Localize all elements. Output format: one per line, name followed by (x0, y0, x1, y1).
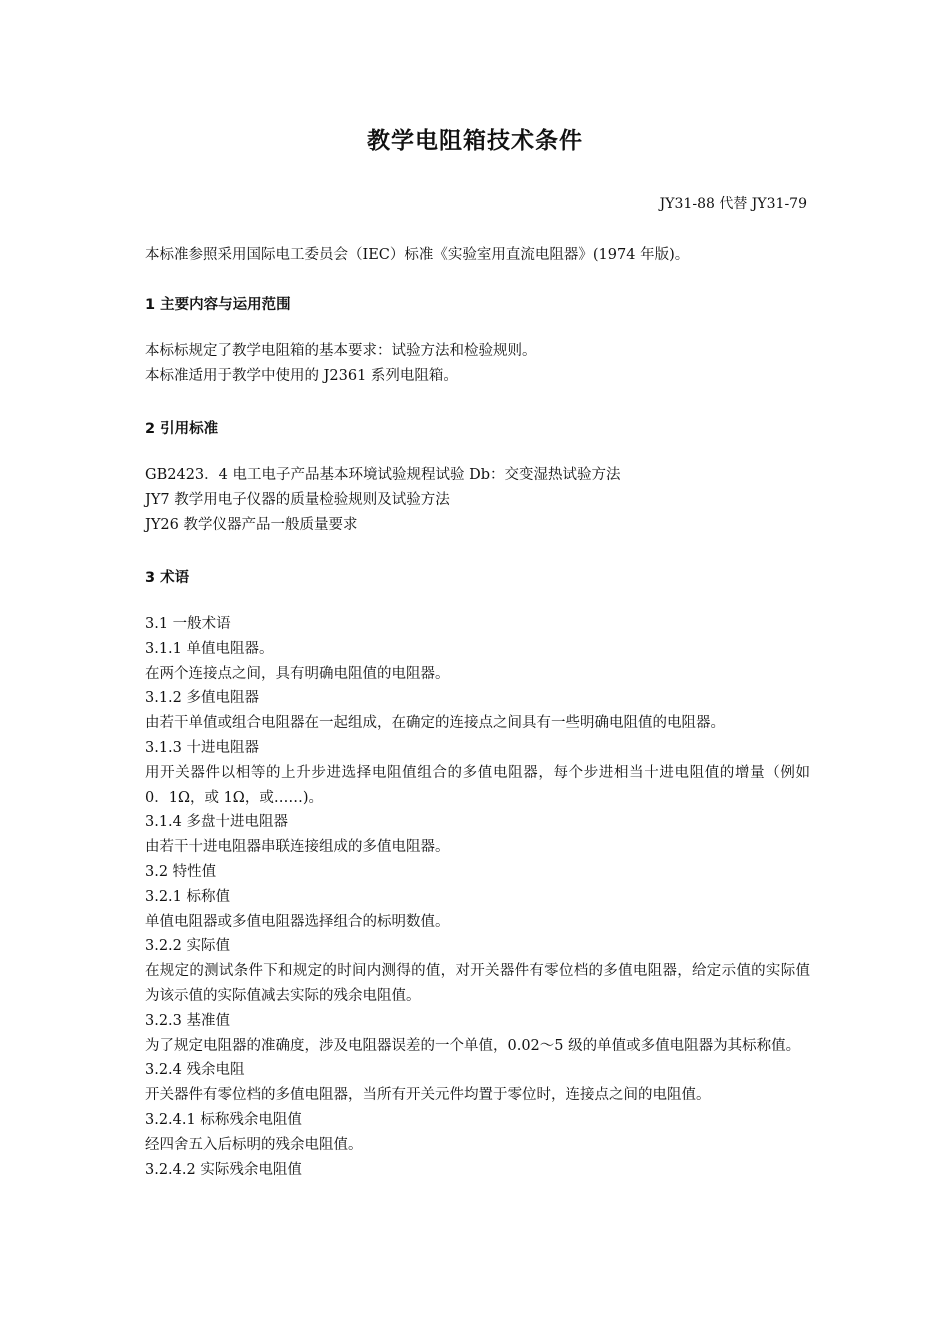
section-2-heading: 2 引用标准 (145, 421, 219, 437)
term-heading: 3.2.4.1 标称残余电阻值 (145, 1111, 302, 1128)
section-2-body (145, 463, 810, 537)
reference-line: GB2423．4 电工电子产品基本环境试验规程试验 Db：交变湿热试验方法 (145, 467, 621, 483)
term-heading: 3.1.2 多值电阻器 (145, 690, 260, 707)
term-heading: 3.2.2 实际值 (145, 938, 231, 955)
term-definition: 由若干十进电阻器串联连接组成的多值电阻器。 (145, 839, 450, 856)
section-1-body (145, 339, 810, 389)
term-heading: 3.1.1 单值电阻器。 (145, 640, 274, 657)
document-title: 教学电阻箱技术条件 (367, 128, 583, 154)
standard-code: JY31-88 代替 JY31-79 (659, 196, 807, 212)
reference-line: JY26 教学仪器产品一般质量要求 (145, 516, 358, 533)
term-heading: 3.1 一般术语 (145, 616, 231, 632)
term-heading: 3.2 特性值 (145, 863, 217, 880)
section-3-heading: 3 术语 (145, 570, 190, 586)
section-1-line: 本标准适用于教学中使用的 J2361 系列电阻箱。 (145, 367, 458, 384)
intro-paragraph: 本标准参照采用国际电工委员会（IEC）标准《实验室用直流电阻器》(1974 年版)。 (145, 247, 690, 263)
section-1-line: 本标标规定了教学电阻箱的基本要求：试验方法和检验规则。 (145, 343, 537, 359)
term-heading: 3.2.1 标称值 (145, 888, 231, 905)
term-definition: 用开关器件以相等的上升步进选择电阻值组合的多值电阻器，每个步进相当十进电阻值的增量（例如 0．1Ω，或 1Ω，或……)。 (145, 764, 810, 806)
term-definition: 开关器件有零位档的多值电阻器，当所有开关元件均置于零位时，连接点之间的电阻值。 (145, 1087, 711, 1104)
term-definition: 由若干单值或组合电阻器在一起组成，在确定的连接点之间具有一些明确电阻值的电阻器。 (145, 715, 725, 732)
term-definition: 在规定的测试条件下和规定的时间内测得的值，对开关器件有零位档的多值电阻器，给定示值的实际值为该示值的实际值减去实际的残余电阻值。 (145, 963, 810, 1004)
term-heading: 3.2.4 残余电阻 (145, 1062, 245, 1079)
term-definition: 经四舍五入后标明的残余电阻值。 (145, 1136, 363, 1153)
term-heading: 3.1.3 十进电阻器 (145, 739, 260, 756)
section-1-heading: 1 主要内容与运用范围 (145, 297, 291, 313)
term-heading: 3.1.4 多盘十进电阻器 (145, 814, 289, 831)
section-3-body (145, 612, 810, 1182)
term-heading: 3.2.3 基准值 (145, 1012, 231, 1029)
term-heading: 3.2.4.2 实际残余电阻值 (145, 1161, 302, 1178)
term-definition: 为了规定电阻器的准确度，涉及电阻器误差的一个单值，0.02～5 级的单值或多值电阻器为其标称值。 (145, 1037, 801, 1054)
reference-line: JY7 教学用电子仪器的质量检验规则及试验方法 (145, 491, 450, 508)
term-definition: 在两个连接点之间，具有明确电阻值的电阻器。 (145, 665, 450, 682)
term-definition: 单值电阻器或多值电阻器选择组合的标明数值。 (145, 913, 450, 930)
